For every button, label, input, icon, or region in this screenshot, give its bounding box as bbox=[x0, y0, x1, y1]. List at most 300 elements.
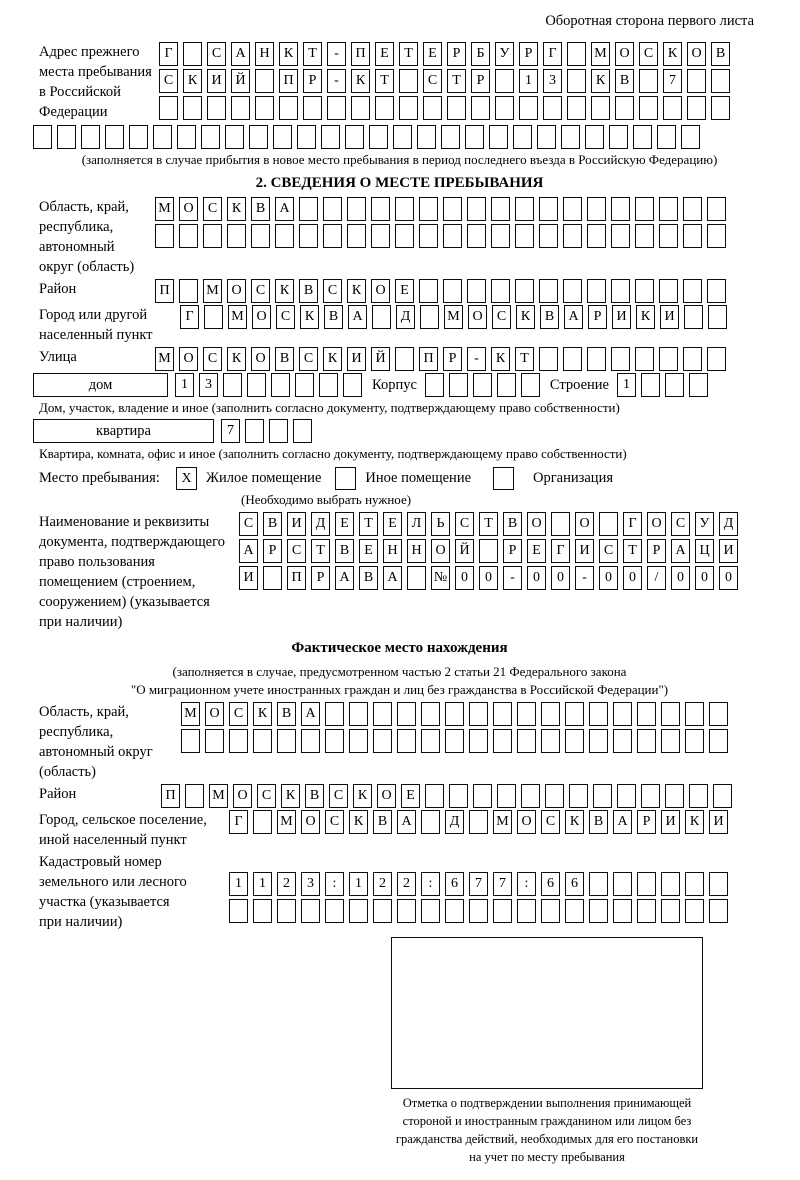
char-cell[interactable] bbox=[207, 96, 226, 120]
char-cell[interactable] bbox=[637, 872, 656, 896]
char-cell[interactable] bbox=[707, 197, 726, 221]
char-cell[interactable]: У bbox=[495, 42, 514, 66]
char-cell[interactable]: О bbox=[647, 512, 666, 536]
char-cell[interactable] bbox=[617, 784, 636, 808]
char-cell[interactable] bbox=[277, 899, 296, 923]
char-cell[interactable] bbox=[327, 96, 346, 120]
char-cell[interactable] bbox=[421, 899, 440, 923]
char-cell[interactable]: П bbox=[155, 279, 174, 303]
char-cell[interactable]: К bbox=[279, 42, 298, 66]
char-cell[interactable]: И bbox=[287, 512, 306, 536]
char-cell[interactable] bbox=[465, 125, 484, 149]
char-cell[interactable]: 2 bbox=[277, 872, 296, 896]
char-cell[interactable]: 2 bbox=[373, 872, 392, 896]
char-cell[interactable] bbox=[349, 729, 368, 753]
char-cell[interactable]: С bbox=[329, 784, 348, 808]
char-cell[interactable]: О bbox=[371, 279, 390, 303]
char-cell[interactable] bbox=[519, 96, 538, 120]
char-cell[interactable] bbox=[469, 702, 488, 726]
char-cell[interactable] bbox=[683, 347, 702, 371]
char-cell[interactable] bbox=[641, 373, 660, 397]
char-cell[interactable] bbox=[587, 224, 606, 248]
char-cell[interactable] bbox=[325, 702, 344, 726]
char-cell[interactable] bbox=[683, 197, 702, 221]
char-cell[interactable]: В bbox=[277, 702, 296, 726]
char-cell[interactable] bbox=[665, 373, 684, 397]
char-cell[interactable]: Ь bbox=[431, 512, 450, 536]
char-cell[interactable] bbox=[493, 899, 512, 923]
char-cell[interactable]: Р bbox=[647, 539, 666, 563]
char-cell[interactable]: 0 bbox=[623, 566, 642, 590]
char-cell[interactable] bbox=[539, 279, 558, 303]
char-cell[interactable] bbox=[297, 125, 316, 149]
char-cell[interactable] bbox=[231, 96, 250, 120]
char-cell[interactable] bbox=[665, 784, 684, 808]
char-cell[interactable]: М bbox=[155, 347, 174, 371]
char-cell[interactable] bbox=[425, 784, 444, 808]
char-cell[interactable] bbox=[449, 373, 468, 397]
char-cell[interactable]: 0 bbox=[479, 566, 498, 590]
char-cell[interactable] bbox=[493, 729, 512, 753]
char-cell[interactable]: К bbox=[491, 347, 510, 371]
char-cell[interactable] bbox=[443, 224, 462, 248]
char-cell[interactable]: 1 bbox=[349, 872, 368, 896]
char-cell[interactable] bbox=[227, 224, 246, 248]
char-cell[interactable] bbox=[469, 810, 488, 834]
char-cell[interactable] bbox=[513, 125, 532, 149]
char-cell[interactable]: С bbox=[639, 42, 658, 66]
char-cell[interactable]: С bbox=[229, 702, 248, 726]
char-cell[interactable]: Т bbox=[515, 347, 534, 371]
char-cell[interactable] bbox=[425, 373, 444, 397]
char-cell[interactable]: И bbox=[660, 305, 679, 329]
char-cell[interactable] bbox=[707, 279, 726, 303]
char-cell[interactable]: К bbox=[227, 197, 246, 221]
char-cell[interactable] bbox=[277, 729, 296, 753]
char-cell[interactable] bbox=[473, 373, 492, 397]
char-cell[interactable] bbox=[589, 872, 608, 896]
char-cell[interactable] bbox=[659, 347, 678, 371]
char-cell[interactable]: О bbox=[205, 702, 224, 726]
char-cell[interactable]: 0 bbox=[551, 566, 570, 590]
char-cell[interactable]: С bbox=[287, 539, 306, 563]
char-cell[interactable]: П bbox=[279, 69, 298, 93]
char-cell[interactable] bbox=[351, 96, 370, 120]
char-cell[interactable]: К bbox=[591, 69, 610, 93]
char-cell[interactable]: : bbox=[325, 872, 344, 896]
char-cell[interactable] bbox=[255, 96, 274, 120]
char-cell[interactable] bbox=[201, 125, 220, 149]
char-cell[interactable]: С bbox=[299, 347, 318, 371]
char-cell[interactable] bbox=[419, 197, 438, 221]
char-cell[interactable] bbox=[709, 872, 728, 896]
char-cell[interactable]: К bbox=[227, 347, 246, 371]
char-cell[interactable]: К bbox=[347, 279, 366, 303]
char-cell[interactable] bbox=[563, 224, 582, 248]
char-cell[interactable] bbox=[543, 96, 562, 120]
char-cell[interactable] bbox=[685, 702, 704, 726]
char-cell[interactable] bbox=[33, 125, 52, 149]
stay-type-checkbox-residential[interactable] bbox=[176, 467, 197, 490]
char-cell[interactable] bbox=[295, 373, 314, 397]
char-cell[interactable] bbox=[325, 899, 344, 923]
char-cell[interactable]: С bbox=[599, 539, 618, 563]
char-cell[interactable] bbox=[347, 197, 366, 221]
char-cell[interactable] bbox=[373, 729, 392, 753]
char-cell[interactable] bbox=[105, 125, 124, 149]
char-cell[interactable] bbox=[589, 899, 608, 923]
char-cell[interactable]: Р bbox=[588, 305, 607, 329]
char-cell[interactable] bbox=[563, 347, 582, 371]
char-cell[interactable] bbox=[247, 373, 266, 397]
char-cell[interactable] bbox=[599, 512, 618, 536]
char-cell[interactable]: 0 bbox=[599, 566, 618, 590]
char-cell[interactable]: 7 bbox=[221, 419, 240, 443]
char-cell[interactable] bbox=[587, 347, 606, 371]
char-cell[interactable]: В bbox=[275, 347, 294, 371]
char-cell[interactable]: Д bbox=[396, 305, 415, 329]
char-cell[interactable] bbox=[637, 702, 656, 726]
char-cell[interactable] bbox=[345, 125, 364, 149]
char-cell[interactable]: Т bbox=[311, 539, 330, 563]
char-cell[interactable] bbox=[515, 224, 534, 248]
char-cell[interactable] bbox=[707, 347, 726, 371]
char-cell[interactable]: К bbox=[281, 784, 300, 808]
char-cell[interactable]: - bbox=[575, 566, 594, 590]
char-cell[interactable] bbox=[589, 702, 608, 726]
char-cell[interactable] bbox=[183, 96, 202, 120]
char-cell[interactable]: В bbox=[615, 69, 634, 93]
char-cell[interactable] bbox=[633, 125, 652, 149]
char-cell[interactable] bbox=[447, 96, 466, 120]
char-cell[interactable]: С bbox=[257, 784, 276, 808]
char-cell[interactable] bbox=[443, 279, 462, 303]
char-cell[interactable] bbox=[395, 224, 414, 248]
char-cell[interactable] bbox=[471, 96, 490, 120]
char-cell[interactable] bbox=[229, 729, 248, 753]
char-cell[interactable]: А bbox=[335, 566, 354, 590]
char-cell[interactable] bbox=[635, 197, 654, 221]
char-cell[interactable]: В bbox=[589, 810, 608, 834]
char-cell[interactable] bbox=[517, 899, 536, 923]
char-cell[interactable]: С bbox=[203, 347, 222, 371]
char-cell[interactable]: О bbox=[687, 42, 706, 66]
char-cell[interactable] bbox=[325, 729, 344, 753]
char-cell[interactable]: Р bbox=[443, 347, 462, 371]
char-cell[interactable] bbox=[661, 702, 680, 726]
char-cell[interactable]: 7 bbox=[663, 69, 682, 93]
char-cell[interactable] bbox=[395, 197, 414, 221]
char-cell[interactable] bbox=[637, 899, 656, 923]
char-cell[interactable]: Е bbox=[375, 42, 394, 66]
char-cell[interactable]: К bbox=[253, 702, 272, 726]
char-cell[interactable] bbox=[659, 197, 678, 221]
char-cell[interactable] bbox=[349, 899, 368, 923]
char-cell[interactable]: С bbox=[207, 42, 226, 66]
char-cell[interactable] bbox=[253, 810, 272, 834]
char-cell[interactable]: О bbox=[179, 197, 198, 221]
char-cell[interactable]: М bbox=[228, 305, 247, 329]
char-cell[interactable]: В bbox=[324, 305, 343, 329]
char-cell[interactable] bbox=[589, 729, 608, 753]
char-cell[interactable] bbox=[541, 729, 560, 753]
char-cell[interactable] bbox=[567, 42, 586, 66]
char-cell[interactable]: Й bbox=[371, 347, 390, 371]
char-cell[interactable] bbox=[271, 373, 290, 397]
char-cell[interactable] bbox=[683, 224, 702, 248]
char-cell[interactable] bbox=[521, 784, 540, 808]
char-cell[interactable]: А bbox=[613, 810, 632, 834]
char-cell[interactable]: В bbox=[305, 784, 324, 808]
char-cell[interactable]: М bbox=[444, 305, 463, 329]
char-cell[interactable]: И bbox=[661, 810, 680, 834]
char-cell[interactable] bbox=[635, 279, 654, 303]
char-cell[interactable]: Д bbox=[719, 512, 738, 536]
char-cell[interactable] bbox=[299, 197, 318, 221]
char-cell[interactable]: П bbox=[419, 347, 438, 371]
char-cell[interactable] bbox=[708, 305, 727, 329]
char-cell[interactable]: Р bbox=[263, 539, 282, 563]
char-cell[interactable] bbox=[251, 224, 270, 248]
char-cell[interactable]: К bbox=[323, 347, 342, 371]
char-cell[interactable]: Е bbox=[527, 539, 546, 563]
char-cell[interactable] bbox=[372, 305, 391, 329]
char-cell[interactable] bbox=[273, 125, 292, 149]
char-cell[interactable] bbox=[303, 96, 322, 120]
char-cell[interactable]: 7 bbox=[493, 872, 512, 896]
char-cell[interactable] bbox=[225, 125, 244, 149]
char-cell[interactable] bbox=[371, 224, 390, 248]
char-cell[interactable]: Г bbox=[159, 42, 178, 66]
char-cell[interactable] bbox=[469, 899, 488, 923]
char-cell[interactable]: М bbox=[181, 702, 200, 726]
char-cell[interactable]: С bbox=[455, 512, 474, 536]
char-cell[interactable]: 7 bbox=[469, 872, 488, 896]
char-cell[interactable]: С bbox=[423, 69, 442, 93]
char-cell[interactable]: 6 bbox=[445, 872, 464, 896]
char-cell[interactable] bbox=[684, 305, 703, 329]
char-cell[interactable] bbox=[707, 224, 726, 248]
char-cell[interactable]: Т bbox=[447, 69, 466, 93]
char-cell[interactable]: В bbox=[263, 512, 282, 536]
char-cell[interactable]: О bbox=[431, 539, 450, 563]
char-cell[interactable]: Т bbox=[375, 69, 394, 93]
char-cell[interactable] bbox=[479, 539, 498, 563]
char-cell[interactable]: О bbox=[252, 305, 271, 329]
char-cell[interactable]: Г bbox=[551, 539, 570, 563]
char-cell[interactable] bbox=[445, 702, 464, 726]
char-cell[interactable] bbox=[301, 899, 320, 923]
char-cell[interactable] bbox=[441, 125, 460, 149]
char-cell[interactable] bbox=[497, 784, 516, 808]
char-cell[interactable] bbox=[203, 224, 222, 248]
char-cell[interactable]: С bbox=[239, 512, 258, 536]
stay-type-checkbox-organization[interactable] bbox=[493, 467, 514, 490]
char-cell[interactable] bbox=[613, 729, 632, 753]
char-cell[interactable]: О bbox=[179, 347, 198, 371]
char-cell[interactable] bbox=[249, 125, 268, 149]
char-cell[interactable]: В bbox=[251, 197, 270, 221]
char-cell[interactable]: С bbox=[492, 305, 511, 329]
char-cell[interactable]: А bbox=[348, 305, 367, 329]
char-cell[interactable] bbox=[223, 373, 242, 397]
char-cell[interactable] bbox=[263, 566, 282, 590]
char-cell[interactable] bbox=[611, 279, 630, 303]
char-cell[interactable] bbox=[275, 224, 294, 248]
char-cell[interactable] bbox=[495, 96, 514, 120]
char-cell[interactable] bbox=[299, 224, 318, 248]
char-cell[interactable] bbox=[593, 784, 612, 808]
char-cell[interactable] bbox=[539, 224, 558, 248]
char-cell[interactable] bbox=[301, 729, 320, 753]
char-cell[interactable]: Р bbox=[471, 69, 490, 93]
char-cell[interactable]: О bbox=[301, 810, 320, 834]
char-cell[interactable] bbox=[661, 899, 680, 923]
char-cell[interactable]: В bbox=[359, 566, 378, 590]
char-cell[interactable] bbox=[369, 125, 388, 149]
char-cell[interactable] bbox=[611, 224, 630, 248]
char-cell[interactable]: О bbox=[575, 512, 594, 536]
char-cell[interactable]: Е bbox=[359, 539, 378, 563]
char-cell[interactable]: 0 bbox=[671, 566, 690, 590]
char-cell[interactable] bbox=[245, 419, 264, 443]
char-cell[interactable]: В bbox=[373, 810, 392, 834]
char-cell[interactable]: И bbox=[347, 347, 366, 371]
char-cell[interactable] bbox=[399, 96, 418, 120]
char-cell[interactable]: П bbox=[287, 566, 306, 590]
char-cell[interactable]: - bbox=[467, 347, 486, 371]
char-cell[interactable]: Р bbox=[519, 42, 538, 66]
char-cell[interactable] bbox=[661, 729, 680, 753]
char-cell[interactable] bbox=[181, 729, 200, 753]
char-cell[interactable]: И bbox=[719, 539, 738, 563]
char-cell[interactable] bbox=[81, 125, 100, 149]
char-cell[interactable]: 1 bbox=[519, 69, 538, 93]
char-cell[interactable]: 1 bbox=[229, 872, 248, 896]
char-cell[interactable]: М bbox=[155, 197, 174, 221]
char-cell[interactable] bbox=[423, 96, 442, 120]
char-cell[interactable] bbox=[685, 729, 704, 753]
char-cell[interactable] bbox=[253, 899, 272, 923]
char-cell[interactable]: Р bbox=[311, 566, 330, 590]
char-cell[interactable]: И bbox=[239, 566, 258, 590]
char-cell[interactable]: Г bbox=[180, 305, 199, 329]
char-cell[interactable]: Д bbox=[311, 512, 330, 536]
char-cell[interactable]: К bbox=[353, 784, 372, 808]
char-cell[interactable]: 1 bbox=[253, 872, 272, 896]
char-cell[interactable]: А bbox=[383, 566, 402, 590]
char-cell[interactable]: А bbox=[301, 702, 320, 726]
char-cell[interactable] bbox=[517, 702, 536, 726]
char-cell[interactable]: А bbox=[239, 539, 258, 563]
char-cell[interactable]: Т bbox=[479, 512, 498, 536]
char-cell[interactable]: 2 bbox=[397, 872, 416, 896]
char-cell[interactable] bbox=[689, 373, 708, 397]
char-cell[interactable] bbox=[293, 419, 312, 443]
char-cell[interactable] bbox=[539, 197, 558, 221]
char-cell[interactable]: Е bbox=[383, 512, 402, 536]
char-cell[interactable]: Г bbox=[543, 42, 562, 66]
char-cell[interactable] bbox=[371, 197, 390, 221]
char-cell[interactable] bbox=[57, 125, 76, 149]
char-cell[interactable]: Т bbox=[399, 42, 418, 66]
char-cell[interactable]: Е bbox=[335, 512, 354, 536]
char-cell[interactable] bbox=[681, 125, 700, 149]
char-cell[interactable] bbox=[565, 899, 584, 923]
char-cell[interactable] bbox=[347, 224, 366, 248]
char-cell[interactable] bbox=[467, 279, 486, 303]
char-cell[interactable] bbox=[491, 197, 510, 221]
char-cell[interactable]: 1 bbox=[175, 373, 194, 397]
char-cell[interactable]: И bbox=[612, 305, 631, 329]
char-cell[interactable]: С bbox=[323, 279, 342, 303]
char-cell[interactable]: К bbox=[275, 279, 294, 303]
char-cell[interactable]: И bbox=[207, 69, 226, 93]
char-cell[interactable] bbox=[445, 899, 464, 923]
char-cell[interactable] bbox=[611, 347, 630, 371]
char-cell[interactable] bbox=[613, 702, 632, 726]
char-cell[interactable]: К bbox=[516, 305, 535, 329]
char-cell[interactable]: Н bbox=[383, 539, 402, 563]
char-cell[interactable]: К bbox=[663, 42, 682, 66]
char-cell[interactable] bbox=[159, 96, 178, 120]
char-cell[interactable]: М bbox=[209, 784, 228, 808]
char-cell[interactable] bbox=[563, 279, 582, 303]
char-cell[interactable] bbox=[569, 784, 588, 808]
char-cell[interactable]: В bbox=[299, 279, 318, 303]
char-cell[interactable]: У bbox=[695, 512, 714, 536]
char-cell[interactable] bbox=[253, 729, 272, 753]
char-cell[interactable] bbox=[279, 96, 298, 120]
char-cell[interactable]: В bbox=[503, 512, 522, 536]
char-cell[interactable] bbox=[709, 729, 728, 753]
char-cell[interactable] bbox=[420, 305, 439, 329]
char-cell[interactable]: С bbox=[325, 810, 344, 834]
char-cell[interactable] bbox=[563, 197, 582, 221]
char-cell[interactable]: О bbox=[377, 784, 396, 808]
char-cell[interactable]: - bbox=[327, 42, 346, 66]
char-cell[interactable]: М bbox=[203, 279, 222, 303]
char-cell[interactable] bbox=[493, 702, 512, 726]
char-cell[interactable] bbox=[515, 197, 534, 221]
char-cell[interactable]: О bbox=[468, 305, 487, 329]
char-cell[interactable]: А bbox=[231, 42, 250, 66]
char-cell[interactable] bbox=[449, 784, 468, 808]
char-cell[interactable] bbox=[407, 566, 426, 590]
char-cell[interactable] bbox=[585, 125, 604, 149]
char-cell[interactable] bbox=[323, 197, 342, 221]
char-cell[interactable] bbox=[349, 702, 368, 726]
char-cell[interactable] bbox=[659, 224, 678, 248]
char-cell[interactable] bbox=[635, 224, 654, 248]
char-cell[interactable]: / bbox=[647, 566, 666, 590]
char-cell[interactable]: М bbox=[493, 810, 512, 834]
char-cell[interactable]: А bbox=[397, 810, 416, 834]
char-cell[interactable]: - bbox=[503, 566, 522, 590]
char-cell[interactable]: О bbox=[251, 347, 270, 371]
char-cell[interactable] bbox=[204, 305, 223, 329]
char-cell[interactable]: - bbox=[327, 69, 346, 93]
char-cell[interactable]: Т bbox=[303, 42, 322, 66]
char-cell[interactable]: 0 bbox=[527, 566, 546, 590]
char-cell[interactable]: Е bbox=[401, 784, 420, 808]
char-cell[interactable] bbox=[421, 729, 440, 753]
char-cell[interactable] bbox=[539, 347, 558, 371]
char-cell[interactable] bbox=[229, 899, 248, 923]
char-cell[interactable] bbox=[373, 702, 392, 726]
char-cell[interactable]: А bbox=[564, 305, 583, 329]
char-cell[interactable]: Р bbox=[303, 69, 322, 93]
